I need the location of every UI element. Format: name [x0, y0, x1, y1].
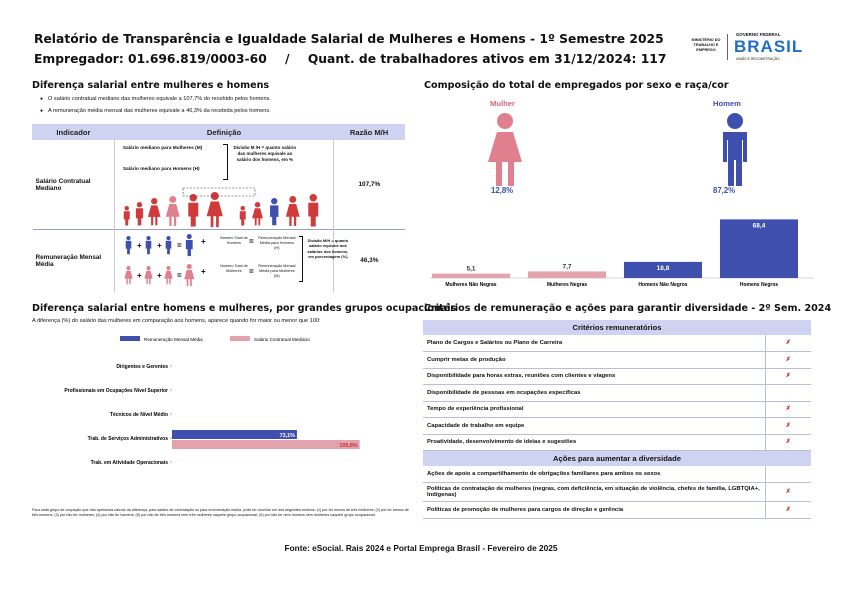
man-figure [166, 236, 172, 254]
race-category-1: Mulheres Não Negras [445, 282, 497, 288]
occupation-label-5: Trab. em Atividade Operacionais [90, 460, 168, 466]
occupation-heading: Diferença salarial entre homens e mulheres, por grandes grupos ocupacionais [32, 303, 457, 314]
man-figure [146, 236, 152, 254]
race-category-2: Mulheres Negras [546, 282, 588, 288]
woman-icon [480, 112, 530, 188]
definition-contractual [114, 140, 333, 230]
ratio-remuneration: 46,3% [334, 230, 405, 292]
criteria-text: Disponibilidade de pessoas em ocupações específicas [423, 385, 765, 402]
formula-operator: = [176, 271, 182, 280]
occupation-footnote: Para cada grupo de ocupação que não apresenta cálculo da diferença, para salário de contratação ou para remuneração média, pode ter ocorrido um dos seguintes motivos: (1) por ter menos de três mulheres; (2) por ter menos de três homens; (3) por não ter mulheres; (4) por não ter homens; (5) por não ter três homens nem três mulheres naquele grupo ocupacional; (6) por não ter nem homens nem mulheres naquele grupo ocupacional. [32, 508, 409, 517]
man-label: Homem [713, 99, 741, 108]
race-bar-value-1: 5,1 [466, 265, 476, 273]
formula-operator: + [136, 241, 142, 250]
man-figure [126, 236, 132, 254]
woman-figure [286, 196, 300, 226]
def-remuneration-women: Remuneração Mensal Média para Mulheres (M) [258, 264, 296, 278]
man-figure [124, 206, 130, 226]
def-remuneration-men: Remuneração Mensal Média para Homens (H) [258, 236, 296, 250]
source-footer: Fonte: eSocial. Rais 2024 e Portal Emprega Brasil - Fevereiro de 2025 [284, 543, 558, 553]
truck-icon: ✗ [765, 502, 811, 519]
legend-swatch-2 [230, 336, 250, 341]
criteria-row [423, 434, 811, 451]
man-percent: 87,2% [713, 186, 736, 195]
col-ratio: Razão M/H [334, 125, 405, 140]
truck-icon: ✗ [765, 401, 811, 418]
gov-logo [688, 30, 808, 66]
criteria-row [423, 335, 811, 352]
criteria-text: Capacidade de trabalho em equipe [423, 418, 765, 435]
truck-icon: ✗ [765, 368, 811, 385]
occupation-bar-4-2 [172, 440, 360, 449]
race-bar-2 [528, 271, 606, 278]
formula-operator: + [156, 271, 162, 280]
report-subtitle [34, 52, 666, 66]
people-figures-illustration [115, 184, 335, 230]
legend-swatch-1 [120, 336, 140, 341]
criteria-table [423, 320, 811, 519]
composition-heading: Composição do total de empregados por sexo e raça/cor [424, 80, 729, 91]
woman-figure [164, 266, 172, 284]
active-workers: Quant. de trabalhadores ativos em 31/12/2024: 117 [307, 52, 667, 66]
criteria-text: Proatividade, desenvolvimento de ideias e sugestões [423, 434, 765, 451]
criteria-subheading: Critérios remuneratórios [423, 320, 811, 335]
occupation-label-1: Dirigentes e Gerentes [116, 364, 168, 370]
row-label-remuneration: Remuneração Mensal Média [33, 230, 115, 292]
woman-figure [166, 196, 180, 226]
woman-figure [124, 266, 132, 284]
criteria-row [423, 483, 811, 502]
woman-figure [252, 202, 263, 225]
woman-figure [184, 264, 194, 286]
formula-operator: = [248, 267, 254, 276]
criteria-text: Disponibilidade para horas extras, reuniões com clientes e viagens [423, 368, 765, 385]
criteria-text: Plano de Cargos e Salários ou Plano de Carreira [423, 335, 765, 352]
occupation-label-2: Profissionais em Ocupações Nível Superior [64, 388, 168, 394]
race-bar-value-4: 68,4 [752, 222, 766, 230]
formula-operator: + [200, 267, 206, 276]
ratio-contractual: 107,7% [334, 140, 405, 230]
formula-operator: + [200, 237, 206, 246]
race-bar-value-2: 7,7 [562, 263, 572, 271]
woman-figure [144, 266, 152, 284]
formula-operator: = [176, 241, 182, 250]
criteria-text: Políticas de contratação de mulheres (negras, com deficiência, em situação de violência, chefes de família, LGBTQIA+, Indígenas) [423, 483, 765, 502]
gov-label: GOVERNO FEDERAL [736, 32, 781, 37]
def-division-remuneration: Divisão M/H = quanto salário equivale aos salários dos homens, em porcentagem (%) [307, 238, 349, 260]
occupation-legend [120, 336, 310, 342]
criteria-row [423, 418, 811, 435]
criteria-subheading: Ações para aumentar a diversidade [423, 451, 811, 467]
race-category-4: Homens Negros [739, 282, 779, 288]
race-bar-value-3: 18,8 [656, 264, 670, 272]
occupation-label-4: Trab. de Serviços Administrativos [87, 436, 168, 442]
criteria-row [423, 368, 811, 385]
legend-label-2: Salário Contratual Mediano [254, 337, 310, 342]
salary-bullet-2: ● A remuneração média mensal das mulheres equivale a 46,3% da recebida pelos homens. [40, 108, 271, 114]
woman-figure [207, 192, 223, 227]
man-icon [710, 112, 760, 188]
formula-operator: + [136, 271, 142, 280]
truck-icon: ✗ [765, 418, 811, 435]
criteria-text: Tempo de experiência profissional [423, 401, 765, 418]
truck-icon: ✗ [765, 483, 811, 502]
criteria-heading: Critérios de remuneração e ações para garantir diversidade - 2º Sem. 2024 [424, 303, 832, 314]
race-category-3: Homens Não Negros [638, 282, 688, 288]
criteria-text: Cumprir metas de produção [423, 352, 765, 369]
man-figure [270, 198, 278, 225]
formula-operator: + [156, 241, 162, 250]
col-indicator: Indicador [33, 125, 115, 140]
man-figure [308, 194, 318, 227]
criteria-row [423, 385, 811, 402]
criteria-row [423, 352, 811, 369]
empty-cell [765, 385, 811, 402]
man-figure [136, 202, 143, 225]
occupation-label-3: Técnicos de Nível Médio [109, 412, 168, 418]
def-women-median: Salário mediano para Mulheres (M) [122, 146, 203, 151]
race-composition-chart [430, 200, 814, 290]
salary-bullet-1: ● O salário contratual mediano das mulheres equivale a 107,7% do recebido pelos homens. [40, 96, 271, 102]
truck-icon: ✗ [765, 352, 811, 369]
def-total-men: Número Total de Homens [219, 236, 248, 245]
people-figures [124, 192, 319, 227]
col-definition: Definição [114, 125, 333, 140]
occupation-note: A diferença (%) do salário das mulheres em comparação aos homens, aparece quando for maior ou menor que 100: [32, 318, 321, 324]
woman-label: Mulher [490, 99, 515, 108]
report-title: Relatório de Transparência e Igualdade Salarial de Mulheres e Homens - 1º Semestre 2025 [34, 32, 664, 46]
def-total-women: Número Total de Mulheres [219, 264, 248, 273]
woman-figure [148, 198, 161, 225]
employer-id: Empregador: 01.696.819/0003-60 [34, 52, 267, 66]
man-figure [240, 206, 246, 226]
empty-cell [765, 466, 811, 483]
criteria-text: Políticas de promoção de mulheres para cargos de direção e gerência [423, 502, 765, 519]
ministry-label: MINISTÉRIO DO TRABALHO E EMPREGO [691, 38, 721, 52]
man-figure [188, 194, 198, 227]
indicator-table [32, 124, 405, 292]
occupation-chart [30, 338, 380, 478]
definition-remuneration [114, 230, 349, 292]
row-label-contractual: Salário Contratual Mediano [33, 140, 115, 230]
truck-icon: ✗ [765, 335, 811, 352]
occupation-bar-value-4-2: 109,8% [339, 443, 358, 449]
criteria-text: Ações de apoio a compartilhamento de obrigações familiares para ambos os sexos [423, 466, 765, 483]
truck-icon: ✗ [765, 434, 811, 451]
def-men-median: Salário mediano para Homens (H) [122, 167, 200, 172]
salary-heading: Diferença salarial entre mulheres e homens [32, 80, 270, 91]
gov-tagline: UNIÃO E RECONSTRUÇÃO [736, 57, 780, 61]
woman-percent: 12,8% [491, 186, 514, 195]
formula-operator: = [248, 237, 254, 246]
brasil-wordmark: BRASIL [734, 37, 804, 56]
criteria-row [423, 502, 811, 519]
race-bar-1 [432, 274, 510, 278]
man-figure [186, 234, 193, 256]
criteria-row [423, 401, 811, 418]
def-division-text: Divisão M /H = quanto salário das mulheres equivale ao salário dos homens, em % [233, 145, 297, 162]
legend-label-1: Remuneração Mensal Média [144, 337, 203, 342]
separator: / [285, 52, 290, 66]
occupation-bar-value-4-1: 73,1% [279, 433, 295, 439]
occupation-bar-4-1 [172, 430, 297, 439]
criteria-row [423, 466, 811, 483]
